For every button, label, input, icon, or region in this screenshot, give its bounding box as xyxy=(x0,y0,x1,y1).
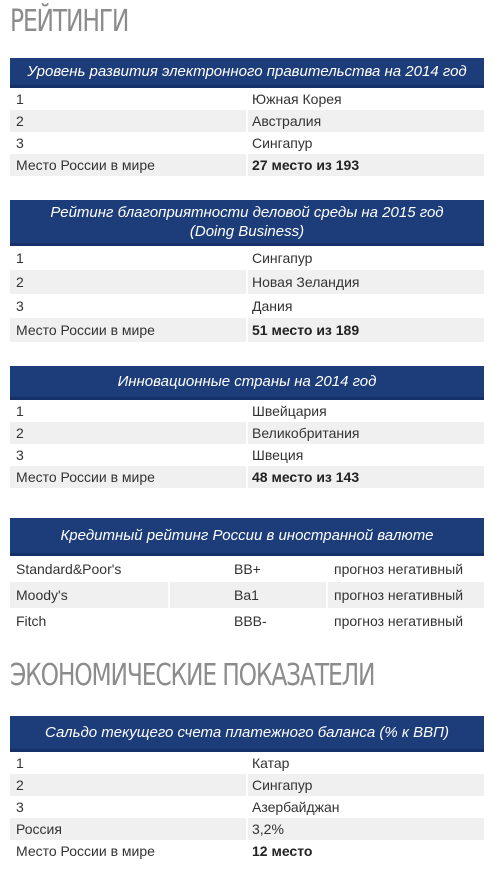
rank-cell: 1 xyxy=(16,403,24,419)
table-row xyxy=(10,88,484,110)
rank-cell: 1 xyxy=(16,91,24,107)
country-cell: Великобритания xyxy=(246,422,484,444)
rank-cell: 3 xyxy=(16,135,24,151)
section-title-economics: ЭКОНОМИЧЕСКИЕ ПОКАЗАТЕЛИ xyxy=(10,658,375,693)
rank-cell: 3 xyxy=(16,298,24,314)
table-row xyxy=(10,582,484,608)
country-cell: Азербайджан xyxy=(246,796,484,818)
russia-place-label: Место России в мире xyxy=(16,322,155,338)
table-row xyxy=(10,556,484,582)
country-cell: Дания xyxy=(246,294,484,318)
agency-cell: Moody's xyxy=(10,582,168,608)
russia-place-label: Место России в мире xyxy=(16,843,155,859)
country-cell: Австралия xyxy=(246,110,484,132)
table-header xyxy=(10,366,484,400)
country-cell: Сингапур xyxy=(246,132,484,154)
table-row xyxy=(10,796,484,818)
table-row xyxy=(10,270,484,294)
table-header xyxy=(10,58,484,88)
innovation-table xyxy=(10,366,484,488)
table-header-text: Кредитный рейтинг России в иностранной валюте xyxy=(60,527,434,544)
table-row xyxy=(10,246,484,270)
table-row xyxy=(10,132,484,154)
credit-rating-table xyxy=(10,518,484,634)
table-row xyxy=(10,444,484,466)
country-cell: Южная Корея xyxy=(246,88,484,110)
doing-business-table xyxy=(10,200,484,342)
rating-cell: BBB- xyxy=(168,608,326,634)
table-row xyxy=(10,318,484,342)
russia-place-label: Место России в мире xyxy=(16,469,155,485)
table-row xyxy=(10,840,484,862)
country-cell: Сингапур xyxy=(246,774,484,796)
table-header-text: Инновационные страны на 2014 год xyxy=(117,373,377,390)
russia-place-value: 12 место xyxy=(246,840,484,862)
table-header-subtext: (Doing Business) xyxy=(189,222,305,240)
russia-place-label: Место России в мире xyxy=(16,157,155,173)
country-cell: Сингапур xyxy=(246,246,484,270)
table-header xyxy=(10,200,484,246)
table-row xyxy=(10,818,484,840)
table-header xyxy=(10,518,484,556)
table-row xyxy=(10,422,484,444)
table-header-text: Уровень развития электронного правительства на 2014 год xyxy=(27,63,467,80)
rating-cell: Ba1 xyxy=(168,582,326,608)
russia-value: 3,2% xyxy=(246,818,484,840)
rank-cell: 2 xyxy=(16,425,24,441)
rating-cell: BB+ xyxy=(168,556,326,582)
section-title-ratings: РЕЙТИНГИ xyxy=(10,4,129,39)
table-row xyxy=(10,294,484,318)
table-row xyxy=(10,400,484,422)
table-row xyxy=(10,752,484,774)
outlook-cell: прогноз негативный xyxy=(326,582,484,608)
rank-cell: 2 xyxy=(16,274,24,290)
rank-cell: 2 xyxy=(16,113,24,129)
russia-label: Россия xyxy=(16,821,62,837)
rank-cell: 1 xyxy=(16,755,24,771)
table-row xyxy=(10,608,484,634)
country-cell: Швейцария xyxy=(246,400,484,422)
rank-cell: 3 xyxy=(16,799,24,815)
outlook-cell: прогноз негативный xyxy=(326,556,484,582)
russia-place-value: 51 место из 189 xyxy=(246,318,484,342)
agency-cell: Fitch xyxy=(16,613,47,629)
egov-rating-table xyxy=(10,58,484,176)
table-row xyxy=(10,774,484,796)
table-row xyxy=(10,466,484,488)
table-header xyxy=(10,716,484,752)
table-row xyxy=(10,110,484,132)
country-cell: Швеция xyxy=(246,444,484,466)
country-cell: Новая Зеландия xyxy=(246,270,484,294)
table-row xyxy=(10,154,484,176)
outlook-cell: прогноз негативный xyxy=(326,608,484,634)
rank-cell: 2 xyxy=(16,777,24,793)
russia-place-value: 27 место из 193 xyxy=(246,154,484,176)
rank-cell: 3 xyxy=(16,447,24,463)
rank-cell: 1 xyxy=(16,250,24,266)
table-header-text: Сальдо текущего счета платежного баланса (% к ВВП) xyxy=(44,724,450,741)
russia-place-value: 48 место из 143 xyxy=(246,466,484,488)
country-cell: Катар xyxy=(246,752,484,774)
table-header-text: Рейтинг благоприятности деловой среды на 2015 год xyxy=(50,203,444,221)
agency-cell: Standard&Poor's xyxy=(16,561,122,577)
current-account-table xyxy=(10,716,484,862)
